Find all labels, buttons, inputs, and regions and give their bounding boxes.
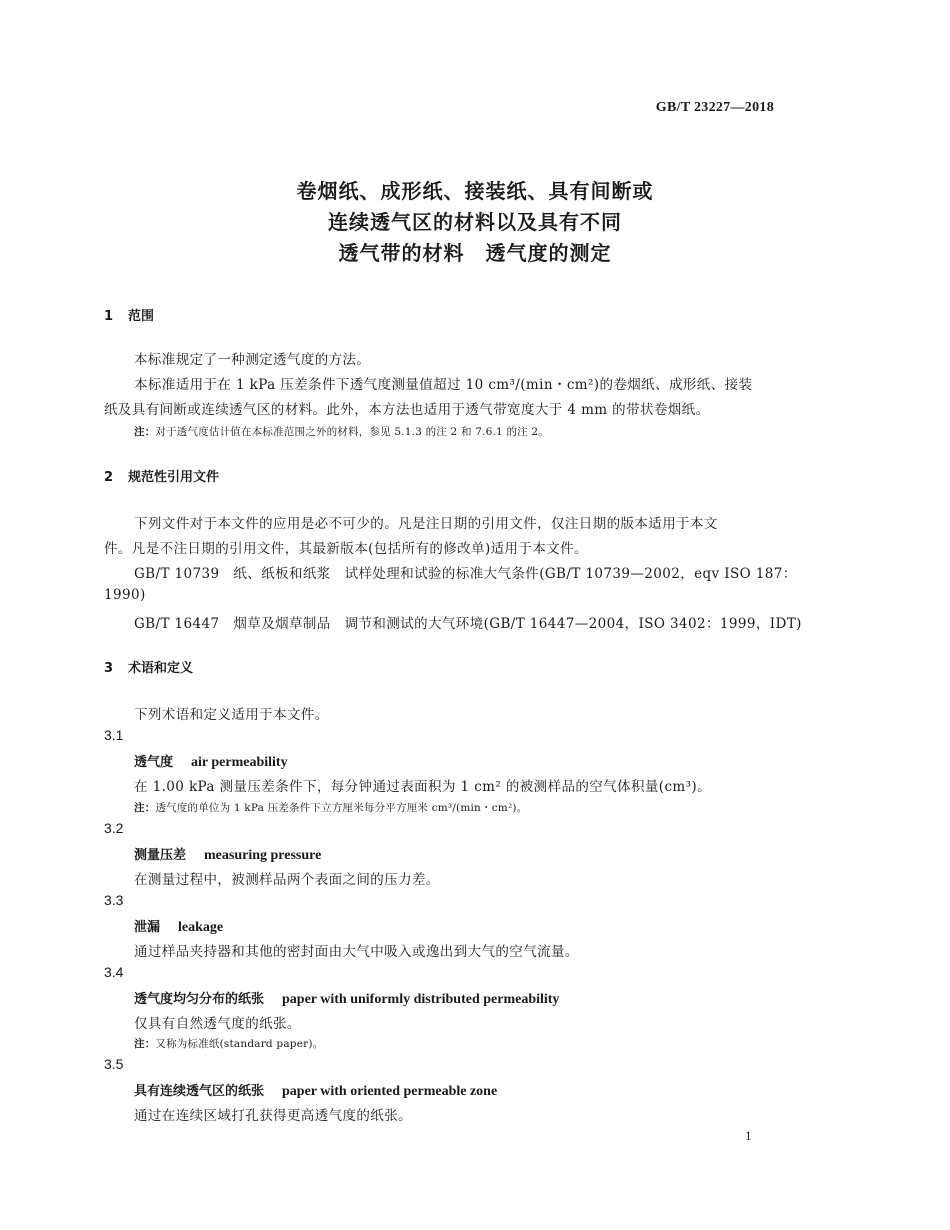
- note-text: 对于透气度估计值在本标准范围之外的材料，参见 5.1.3 的注 2 和 7.6.1 的注 2。: [155, 426, 549, 438]
- standard-number: GB/T 23227—2018: [655, 100, 774, 115]
- section-heading: [104, 657, 193, 676]
- term-zh: 具有连续透气区的纸张: [134, 1084, 265, 1099]
- term-heading: [134, 988, 559, 1008]
- paragraph: 下列文件对于本文件的应用是必不可少的。凡是注日期的引用文件，仅注日期的版本适用于本文: [134, 516, 718, 532]
- term-heading: [134, 1080, 497, 1100]
- note-label: 注：: [134, 426, 156, 438]
- clause-number: 3.2: [104, 820, 124, 836]
- note: [134, 1036, 323, 1051]
- reference-entry: GB/T 16447 烟草及烟草制品 调节和测试的大气环境(GB/T 16447—2004，ISO 3402：1999，IDT): [134, 616, 802, 632]
- section-title: 规范性引用文件: [128, 470, 220, 485]
- term-zh: 泄漏: [134, 920, 161, 935]
- note-text: 又称为标准纸(standard paper)。: [155, 1038, 324, 1050]
- note: [134, 800, 527, 815]
- clause-number: 3.4: [104, 964, 124, 980]
- paragraph: 件。凡是不注日期的引用文件，其最新版本(包括所有的修改单)适用于本文件。: [104, 541, 588, 557]
- title-line: 卷烟纸、成形纸、接装纸、具有间断或: [296, 179, 654, 203]
- paragraph: 本标准适用于在 1 kPa 压差条件下透气度测量值超过 10 cm³/(min・cm²)的卷烟纸、成形纸、接装: [134, 377, 753, 393]
- note: [134, 424, 549, 439]
- note-label: 注：: [134, 1038, 156, 1050]
- note-text: 透气度的单位为 1 kPa 压差条件下立方厘米每分平方厘米 cm³/(min・cm²)。: [155, 802, 528, 814]
- page-number: 1: [745, 1128, 752, 1143]
- term-definition: 通过在连续区域打孔获得更高透气度的纸张。: [134, 1108, 412, 1124]
- clause-number: 3.3: [104, 892, 124, 908]
- reference-entry-cont: 1990): [104, 587, 146, 603]
- paragraph: 下列术语和定义适用于本文件。: [134, 707, 329, 723]
- paragraph: 纸及具有间断或连续透气区的材料。此外，本方法也适用于透气带宽度大于 4 mm 的带状卷烟纸。: [104, 402, 710, 418]
- term-en: paper with uniformly distributed permeability: [282, 992, 560, 1007]
- clause-number: 3.5: [104, 1056, 124, 1072]
- note-label: 注：: [134, 802, 156, 814]
- reference-entry: GB/T 10739 纸、纸板和纸浆 试样处理和试验的标准大气条件(GB/T 10739—2002，eqv ISO 187：: [134, 566, 797, 582]
- term-heading: [134, 844, 321, 864]
- section-heading: [104, 305, 154, 324]
- term-en: leakage: [178, 920, 224, 935]
- term-zh: 透气度均匀分布的纸张: [134, 992, 265, 1007]
- paragraph: 本标准规定了一种测定透气度的方法。: [134, 352, 371, 368]
- section-title: 术语和定义: [128, 661, 194, 676]
- section-heading: [104, 466, 219, 485]
- section-number: 3: [104, 661, 114, 676]
- term-zh: 透气度: [134, 755, 174, 770]
- term-definition: 在测量过程中，被测样品两个表面之间的压力差。: [134, 872, 440, 888]
- term-definition: 仅具有自然透气度的纸张。: [134, 1016, 301, 1032]
- term-definition: 通过样品夹持器和其他的密封面由大气中吸入或逸出到大气的空气流量。: [134, 944, 579, 960]
- clause-number: 3.1: [104, 727, 124, 743]
- term-definition: 在 1.00 kPa 测量压差条件下，每分钟通过表面积为 1 cm² 的被测样品的空气体积量(cm³)。: [134, 779, 711, 795]
- section-title: 范围: [128, 309, 155, 324]
- term-en: air permeability: [191, 755, 288, 770]
- title-line: 透气带的材料 透气度的测定: [338, 241, 612, 265]
- term-zh: 测量压差: [134, 848, 187, 863]
- section-number: 1: [104, 309, 114, 324]
- section-number: 2: [104, 470, 114, 485]
- title-line: 连续透气区的材料以及具有不同: [328, 210, 622, 234]
- term-en: measuring pressure: [204, 848, 322, 863]
- term-heading: [134, 751, 288, 771]
- term-en: paper with oriented permeable zone: [282, 1084, 498, 1099]
- term-heading: [134, 916, 223, 936]
